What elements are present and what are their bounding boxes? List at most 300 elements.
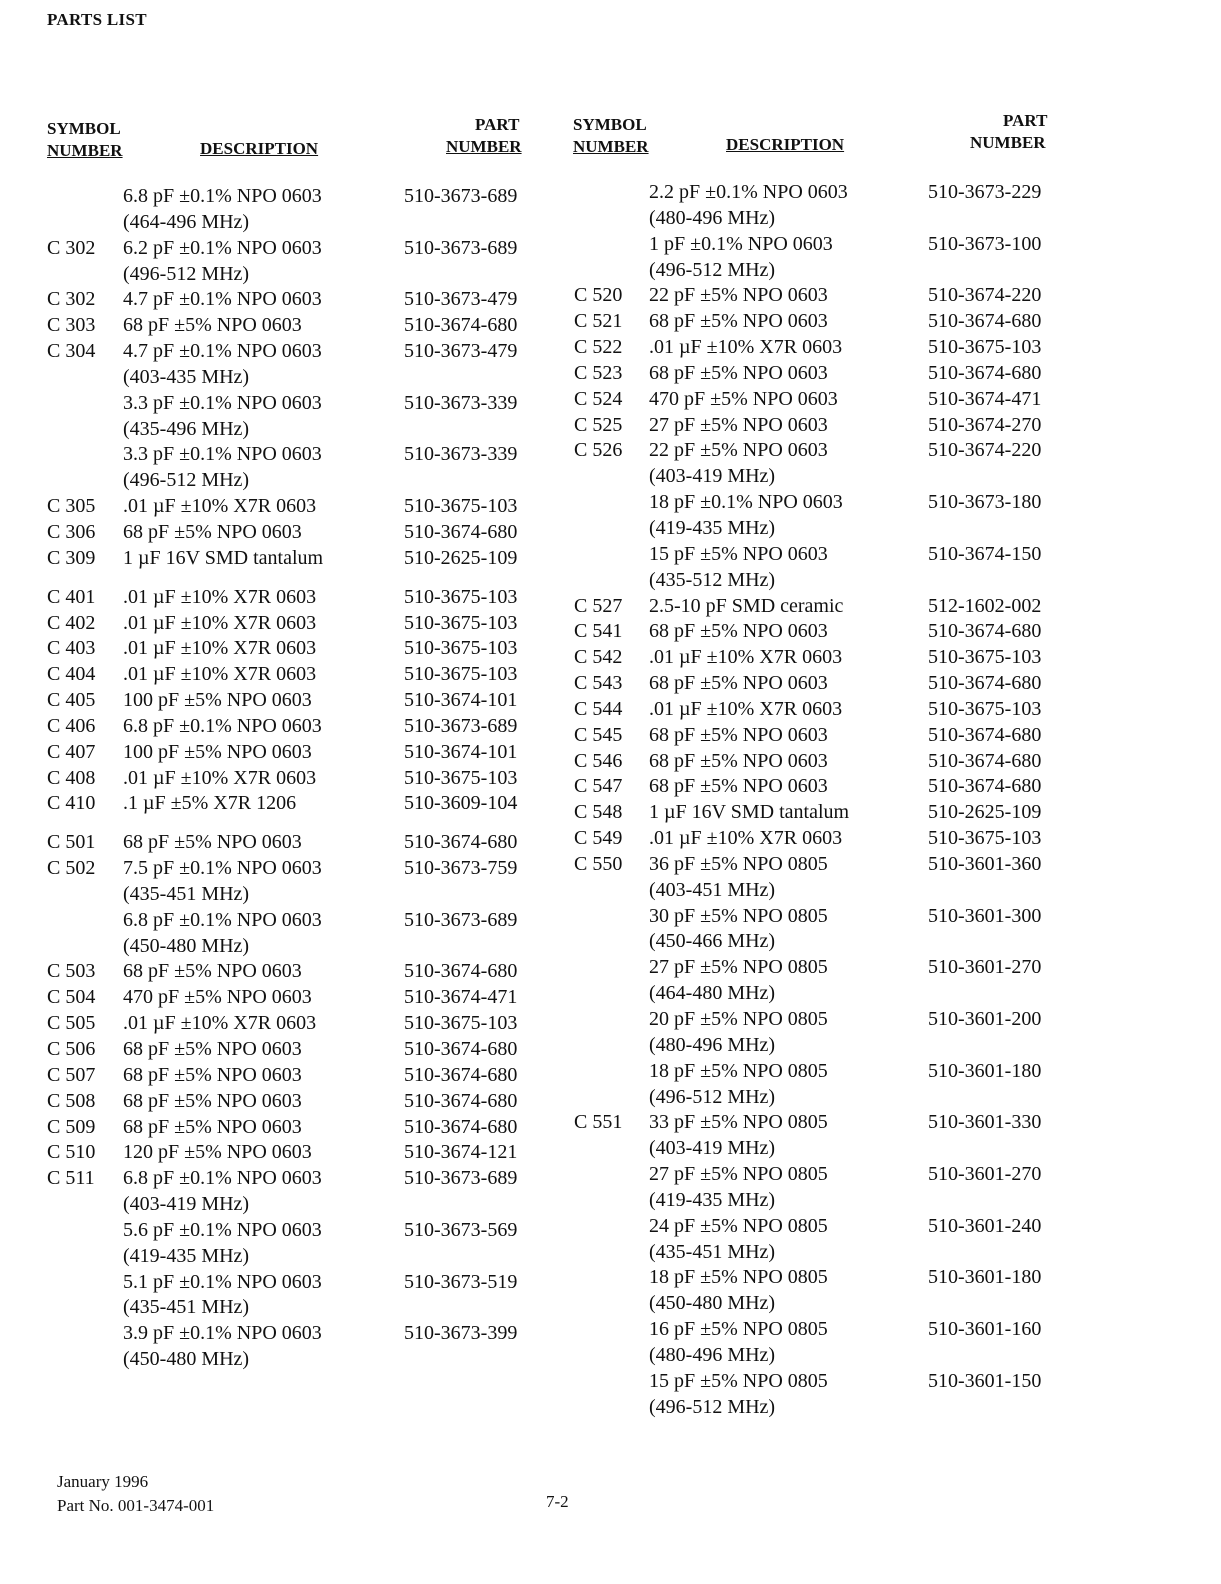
part-description: (450-480 MHz) <box>123 934 250 957</box>
part-description: 68 pF ±5% NPO 0603 <box>123 1089 302 1112</box>
part-description: (403-419 MHz) <box>123 1193 250 1216</box>
table-row <box>573 878 1133 904</box>
part-number: 510-3674-680 <box>404 960 518 983</box>
part-description: (480-496 MHz) <box>649 1033 776 1056</box>
table-row <box>573 413 1133 439</box>
symbol-number: C 523 <box>574 361 623 384</box>
table-row <box>47 611 607 637</box>
part-number: 510-3673-180 <box>928 491 1042 514</box>
symbol-number: C 526 <box>574 439 623 462</box>
part-description: (450-480 MHz) <box>123 1348 250 1371</box>
part-number: 510-3675-103 <box>928 697 1042 720</box>
part-number: 510-3674-270 <box>928 413 1042 436</box>
table-row <box>47 985 607 1011</box>
symbol-number: C 503 <box>47 960 96 983</box>
table-row <box>47 1295 607 1321</box>
table-row <box>47 714 607 740</box>
table-row <box>573 1188 1133 1214</box>
part-description: 68 pF ±5% NPO 0603 <box>649 361 828 384</box>
page-number: 7-2 <box>546 1492 569 1511</box>
part-description: 4.7 pF ±0.1% NPO 0603 <box>123 288 322 311</box>
part-number: 512-1602-002 <box>928 594 1042 617</box>
table-row <box>47 662 607 688</box>
part-description: 68 pF ±5% NPO 0603 <box>649 723 828 746</box>
table-row <box>47 740 607 766</box>
part-number: 510-3673-689 <box>404 908 518 931</box>
row-spacer <box>47 817 607 830</box>
part-description: 68 pF ±5% NPO 0603 <box>649 775 828 798</box>
part-number: 510-3609-104 <box>404 792 518 815</box>
symbol-number: C 504 <box>47 986 96 1009</box>
part-description: 68 pF ±5% NPO 0603 <box>123 1063 302 1086</box>
symbol-number: C 408 <box>47 766 96 789</box>
part-description: .01 µF ±10% X7R 0603 <box>649 646 843 669</box>
part-description: 470 pF ±5% NPO 0603 <box>649 387 838 410</box>
symbol-number: C 546 <box>574 749 623 772</box>
part-number: 510-3673-689 <box>404 714 518 737</box>
part-number: 510-3673-519 <box>404 1270 518 1293</box>
part-number: 510-3675-103 <box>404 611 518 634</box>
symbol-number: C 527 <box>574 594 623 617</box>
symbol-number: C 520 <box>574 284 623 307</box>
part-number: 510-3601-300 <box>928 904 1042 927</box>
table-row <box>573 1136 1133 1162</box>
table-row <box>47 1063 607 1089</box>
table-row <box>47 1166 607 1192</box>
part-description: 15 pF ±5% NPO 0805 <box>649 1369 828 1392</box>
table-row <box>573 568 1133 594</box>
table-row <box>47 313 607 339</box>
table-row <box>47 856 607 882</box>
part-description: 7.5 pF ±0.1% NPO 0603 <box>123 857 322 880</box>
part-description: .01 µF ±10% X7R 0603 <box>649 336 843 359</box>
part-number: 510-3673-689 <box>404 185 518 207</box>
part-description: 27 pF ±5% NPO 0603 <box>649 413 828 436</box>
part-description: 6.8 pF ±0.1% NPO 0603 <box>123 908 322 931</box>
part-number: 510-3674-680 <box>928 749 1042 772</box>
symbol-number: C 542 <box>574 646 623 669</box>
part-description: 470 pF ±5% NPO 0603 <box>123 986 312 1009</box>
part-description: .01 µF ±10% X7R 0603 <box>123 766 317 789</box>
table-row <box>573 1033 1133 1059</box>
part-description: .01 µF ±10% X7R 0603 <box>123 663 317 686</box>
right-part-header-line2: NUMBER <box>970 133 1046 152</box>
part-number: 510-3675-103 <box>404 766 518 789</box>
part-number: 510-3601-150 <box>928 1369 1042 1392</box>
part-number: 510-3674-680 <box>928 361 1042 384</box>
table-row <box>47 1218 607 1244</box>
table-row <box>573 800 1133 826</box>
part-description: (480-496 MHz) <box>649 206 776 229</box>
part-description: 100 pF ±5% NPO 0603 <box>123 740 312 763</box>
part-description: 68 pF ±5% NPO 0603 <box>649 620 828 643</box>
part-number: 510-3674-121 <box>404 1141 518 1164</box>
table-row <box>573 180 1133 206</box>
symbol-number: C 550 <box>574 852 623 875</box>
part-number: 510-3673-339 <box>404 391 518 414</box>
part-description: .01 µF ±10% X7R 0603 <box>123 1012 317 1035</box>
part-description: (450-466 MHz) <box>649 930 776 953</box>
symbol-number: C 502 <box>47 857 96 880</box>
part-description: (435-451 MHz) <box>123 1296 250 1319</box>
part-number: 510-3675-103 <box>404 585 518 608</box>
symbol-number: C 551 <box>574 1111 623 1134</box>
footer-part-number: Part No. 001-3474-001 <box>57 1496 215 1515</box>
part-number: 510-3674-680 <box>928 775 1042 798</box>
table-row <box>573 309 1133 335</box>
part-number: 510-3673-479 <box>404 288 518 311</box>
part-description: 68 pF ±5% NPO 0603 <box>123 960 302 983</box>
part-description: (464-480 MHz) <box>649 982 776 1005</box>
symbol-number: C 505 <box>47 1012 96 1035</box>
table-row <box>47 391 607 417</box>
table-row <box>47 766 607 792</box>
part-description: (496-512 MHz) <box>123 262 250 285</box>
part-number: 510-3674-220 <box>928 284 1042 307</box>
symbol-number: C 511 <box>47 1167 95 1190</box>
part-description: 33 pF ±5% NPO 0805 <box>649 1111 828 1134</box>
part-description: 68 pF ±5% NPO 0603 <box>123 1038 302 1060</box>
table-row <box>47 210 607 236</box>
table-row <box>47 1321 607 1347</box>
table-row <box>47 262 607 288</box>
table-row <box>47 1140 607 1166</box>
table-row <box>573 1085 1133 1111</box>
part-number: 510-3674-101 <box>404 689 518 712</box>
part-description: .01 µF ±10% X7R 0603 <box>123 611 317 634</box>
symbol-number: C 509 <box>47 1115 96 1138</box>
part-number: 510-3675-103 <box>404 663 518 686</box>
table-row <box>47 417 607 443</box>
part-description: 36 pF ±5% NPO 0805 <box>649 852 828 875</box>
part-description: (435-451 MHz) <box>123 882 250 905</box>
table-row <box>573 232 1133 258</box>
symbol-number: C 547 <box>574 775 623 798</box>
part-description: (496-512 MHz) <box>649 258 776 281</box>
symbol-number: C 309 <box>47 546 96 569</box>
table-row <box>47 1115 607 1141</box>
part-number: 510-3674-101 <box>404 740 518 763</box>
table-row <box>573 929 1133 955</box>
part-number: 510-3673-399 <box>404 1322 518 1345</box>
part-number: 510-3675-103 <box>404 637 518 660</box>
symbol-number: C 303 <box>47 314 96 337</box>
table-row <box>47 1037 607 1063</box>
table-row <box>47 520 607 546</box>
page-title: PARTS LIST <box>47 10 147 29</box>
table-row <box>47 1244 607 1270</box>
part-number: 510-3673-339 <box>404 443 518 466</box>
symbol-number: C 410 <box>47 792 96 815</box>
symbol-number: C 401 <box>47 585 96 608</box>
part-description: 18 pF ±0.1% NPO 0603 <box>649 491 843 514</box>
table-row <box>573 749 1133 775</box>
part-number: 510-3674-680 <box>404 1063 518 1086</box>
part-number: 510-3601-330 <box>928 1111 1042 1134</box>
part-description: .01 µF ±10% X7R 0603 <box>123 495 317 518</box>
table-row <box>573 955 1133 981</box>
table-row <box>47 236 607 262</box>
row-spacer <box>47 572 607 585</box>
part-description: 68 pF ±5% NPO 0603 <box>123 831 302 854</box>
part-description: (435-451 MHz) <box>649 1240 776 1263</box>
part-description: (496-512 MHz) <box>123 469 250 492</box>
part-description: .01 µF ±10% X7R 0603 <box>649 827 843 850</box>
part-number: 510-3674-680 <box>404 1089 518 1112</box>
part-description: 15 pF ±5% NPO 0603 <box>649 542 828 565</box>
part-description: (419-435 MHz) <box>649 1188 776 1211</box>
table-row <box>573 1265 1133 1291</box>
part-number: 510-3674-680 <box>928 310 1042 333</box>
table-row <box>573 1343 1133 1369</box>
right-symbol-header-line2: NUMBER <box>573 137 649 156</box>
table-row <box>573 852 1133 878</box>
table-row <box>47 287 607 313</box>
table-row <box>573 619 1133 645</box>
part-description: 4.7 pF ±0.1% NPO 0603 <box>123 340 322 363</box>
part-description: 22 pF ±5% NPO 0603 <box>649 439 828 462</box>
part-description: (435-496 MHz) <box>123 417 250 440</box>
part-number: 510-3601-270 <box>928 956 1042 979</box>
table-row <box>573 826 1133 852</box>
part-description: (403-419 MHz) <box>649 465 776 488</box>
part-description: 2.2 pF ±0.1% NPO 0603 <box>649 181 848 203</box>
part-number: 510-2625-109 <box>404 546 518 569</box>
symbol-number: C 304 <box>47 340 96 363</box>
part-number: 510-3673-569 <box>404 1218 518 1241</box>
table-row <box>47 882 607 908</box>
part-number: 510-3673-229 <box>928 181 1042 203</box>
part-number: 510-3601-360 <box>928 852 1042 875</box>
symbol-number: C 403 <box>47 637 96 660</box>
table-row <box>47 1192 607 1218</box>
table-row <box>47 468 607 494</box>
part-description: (435-512 MHz) <box>649 568 776 591</box>
part-number: 510-2625-109 <box>928 801 1042 824</box>
symbol-number: C 406 <box>47 714 96 737</box>
footer-date: January 1996 <box>57 1472 149 1491</box>
table-row <box>573 464 1133 490</box>
symbol-number: C 548 <box>574 801 623 824</box>
table-row <box>573 1240 1133 1266</box>
part-description: 68 pF ±5% NPO 0603 <box>649 310 828 333</box>
part-description: 3.9 pF ±0.1% NPO 0603 <box>123 1322 322 1345</box>
symbol-number: C 305 <box>47 495 96 518</box>
symbol-number: C 544 <box>574 697 623 720</box>
symbol-number: C 302 <box>47 236 96 259</box>
symbol-number: C 302 <box>47 288 96 311</box>
table-row <box>47 934 607 960</box>
table-row <box>573 1291 1133 1317</box>
part-description: (419-435 MHz) <box>649 516 776 539</box>
table-row <box>573 594 1133 620</box>
part-number: 510-3674-680 <box>928 723 1042 746</box>
table-row <box>47 1347 607 1373</box>
part-description: 68 pF ±5% NPO 0603 <box>123 1115 302 1138</box>
table-row <box>47 959 607 985</box>
symbol-number: C 541 <box>574 620 623 643</box>
table-row <box>573 1317 1133 1343</box>
symbol-number: C 506 <box>47 1038 96 1060</box>
part-number: 510-3674-680 <box>404 1038 518 1060</box>
part-description: (419-435 MHz) <box>123 1244 250 1267</box>
part-number: 510-3601-180 <box>928 1059 1042 1082</box>
table-row <box>573 1214 1133 1240</box>
symbol-number: C 510 <box>47 1141 96 1164</box>
right-part-header-line1: PART <box>1003 111 1048 130</box>
table-row <box>573 361 1133 387</box>
part-description: 18 pF ±5% NPO 0805 <box>649 1059 828 1082</box>
symbol-number: C 404 <box>47 663 96 686</box>
part-description: 68 pF ±5% NPO 0603 <box>649 672 828 695</box>
left-parts-table <box>47 184 607 1373</box>
part-description: (403-419 MHz) <box>649 1137 776 1160</box>
part-number: 510-3673-100 <box>928 232 1042 255</box>
part-description: 6.2 pF ±0.1% NPO 0603 <box>123 236 322 259</box>
part-number: 510-3675-103 <box>404 1012 518 1035</box>
part-description: (403-451 MHz) <box>649 878 776 901</box>
table-row <box>573 1110 1133 1136</box>
table-row <box>573 516 1133 542</box>
left-part-header-line1: PART <box>475 115 520 134</box>
part-description: 1 pF ±0.1% NPO 0603 <box>649 232 833 255</box>
table-row <box>573 981 1133 1007</box>
part-number: 510-3673-689 <box>404 236 518 259</box>
table-row <box>47 546 607 572</box>
part-number: 510-3674-220 <box>928 439 1042 462</box>
part-description: 68 pF ±5% NPO 0603 <box>123 520 302 543</box>
symbol-number: C 524 <box>574 387 623 410</box>
part-number: 510-3674-680 <box>928 672 1042 695</box>
table-row <box>573 645 1133 671</box>
part-description: 6.8 pF ±0.1% NPO 0603 <box>123 1167 322 1190</box>
part-description: (496-512 MHz) <box>649 1395 776 1418</box>
part-number: 510-3674-680 <box>928 620 1042 643</box>
symbol-number: C 508 <box>47 1089 96 1112</box>
part-description: .1 µF ±5% X7R 1206 <box>123 792 297 815</box>
part-number: 510-3601-180 <box>928 1266 1042 1289</box>
part-description: 3.3 pF ±0.1% NPO 0603 <box>123 391 322 414</box>
symbol-number: C 407 <box>47 740 96 763</box>
table-row <box>573 206 1133 232</box>
part-description: (450-480 MHz) <box>649 1292 776 1315</box>
table-row <box>47 636 607 662</box>
left-symbol-header-line1: SYMBOL <box>47 119 121 138</box>
symbol-number: C 543 <box>574 672 623 695</box>
table-row <box>573 1059 1133 1085</box>
part-number: 510-3601-160 <box>928 1318 1042 1341</box>
part-number: 510-3674-680 <box>404 520 518 543</box>
part-description: 6.8 pF ±0.1% NPO 0603 <box>123 185 322 207</box>
symbol-number: C 405 <box>47 689 96 712</box>
part-description: 27 pF ±5% NPO 0805 <box>649 1163 828 1186</box>
part-description: 2.5-10 pF SMD ceramic <box>649 594 844 617</box>
left-symbol-header-line2: NUMBER <box>47 141 123 160</box>
symbol-number: C 501 <box>47 831 96 854</box>
table-row <box>573 258 1133 284</box>
table-row <box>573 1369 1133 1395</box>
part-number: 510-3674-150 <box>928 542 1042 565</box>
part-number: 510-3673-479 <box>404 340 518 363</box>
part-description: 20 pF ±5% NPO 0805 <box>649 1008 828 1030</box>
part-number: 510-3674-471 <box>404 986 518 1009</box>
part-description: 1 µF 16V SMD tantalum <box>649 801 850 824</box>
table-row <box>573 1395 1133 1421</box>
part-number: 510-3601-240 <box>928 1214 1042 1237</box>
part-description: (403-435 MHz) <box>123 365 250 388</box>
part-number: 510-3675-103 <box>404 495 518 518</box>
table-row <box>47 908 607 934</box>
symbol-number: C 521 <box>574 310 623 333</box>
symbol-number: C 549 <box>574 827 623 850</box>
part-number: 510-3601-270 <box>928 1163 1042 1186</box>
table-row <box>47 1089 607 1115</box>
table-row <box>47 688 607 714</box>
part-description: 68 pF ±5% NPO 0603 <box>123 314 302 337</box>
part-description: 24 pF ±5% NPO 0805 <box>649 1214 828 1237</box>
table-row <box>573 438 1133 464</box>
table-row <box>47 791 607 817</box>
symbol-number: C 545 <box>574 723 623 746</box>
part-description: 1 µF 16V SMD tantalum <box>123 546 324 569</box>
right-symbol-header-line1: SYMBOL <box>573 115 647 134</box>
part-number: 510-3675-103 <box>928 336 1042 359</box>
part-description: 27 pF ±5% NPO 0805 <box>649 956 828 979</box>
part-description: 5.1 pF ±0.1% NPO 0603 <box>123 1270 322 1293</box>
part-description: 18 pF ±5% NPO 0805 <box>649 1266 828 1289</box>
right-description-header: DESCRIPTION <box>726 135 845 154</box>
part-number: 510-3674-471 <box>928 387 1042 410</box>
part-description: 22 pF ±5% NPO 0603 <box>649 284 828 307</box>
symbol-number: C 402 <box>47 611 96 634</box>
table-row <box>573 542 1133 568</box>
table-row <box>573 1007 1133 1033</box>
table-row <box>47 585 607 611</box>
part-number: 510-3675-103 <box>928 827 1042 850</box>
table-row <box>573 697 1133 723</box>
part-description: 100 pF ±5% NPO 0603 <box>123 689 312 712</box>
part-description: 5.6 pF ±0.1% NPO 0603 <box>123 1218 322 1241</box>
part-number: 510-3674-680 <box>404 314 518 337</box>
symbol-number: C 507 <box>47 1063 96 1086</box>
table-row <box>573 490 1133 516</box>
part-description: .01 µF ±10% X7R 0603 <box>123 637 317 660</box>
left-description-header: DESCRIPTION <box>200 139 319 158</box>
part-description: .01 µF ±10% X7R 0603 <box>123 585 317 608</box>
table-row <box>47 494 607 520</box>
table-row <box>47 1270 607 1296</box>
table-row <box>47 442 607 468</box>
part-description: (480-496 MHz) <box>649 1343 776 1366</box>
table-row <box>47 830 607 856</box>
table-row <box>47 339 607 365</box>
part-description: (496-512 MHz) <box>649 1085 776 1108</box>
table-row <box>47 1011 607 1037</box>
part-number: 510-3673-689 <box>404 1167 518 1190</box>
table-row <box>47 184 607 210</box>
part-number: 510-3674-680 <box>404 831 518 854</box>
symbol-number: C 522 <box>574 336 623 359</box>
table-row <box>47 365 607 391</box>
symbol-number: C 525 <box>574 413 623 436</box>
part-number: 510-3674-680 <box>404 1115 518 1138</box>
part-number: 510-3673-759 <box>404 857 518 880</box>
part-number: 510-3601-200 <box>928 1008 1042 1030</box>
right-parts-table <box>573 180 1133 1421</box>
left-part-header-line2: NUMBER <box>446 137 522 156</box>
part-number: 510-3675-103 <box>928 646 1042 669</box>
part-description: (464-496 MHz) <box>123 210 250 233</box>
